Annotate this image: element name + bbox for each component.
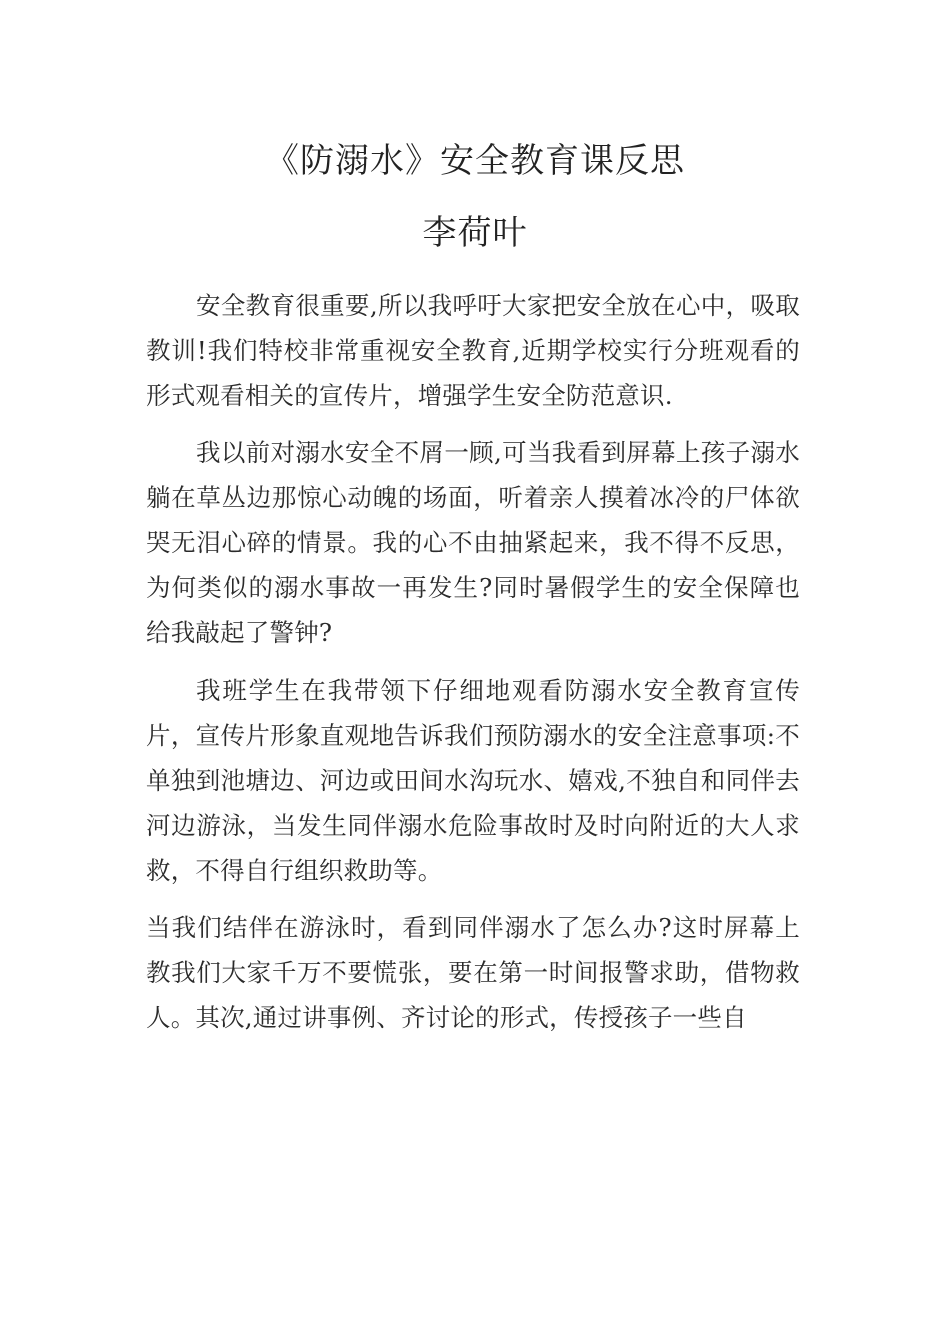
paragraph-3: 我班学生在我带领下仔细地观看防溺水安全教育宣传片，宣传片形象直观地告诉我们预防溺水的安全注意事项:不单独到池塘边、河边或田间水沟玩水、嬉戏,不独自和同伴去河边游泳，当发生同伴溺水危险事故时及时向附近的大人求救，不得自行组织救助等。 — [146, 676, 800, 885]
paragraph-1: 安全教育很重要,所以我呼吁大家把安全放在心中，吸取教训!我们特校非常重视安全教育,近期学校实行分班观看的形式观看相关的宣传片，增强学生安全防范意识. — [146, 291, 800, 410]
paragraph-2: 我以前对溺水安全不屑一顾,可当我看到屏幕上孩子溺水躺在草丛边那惊心动魄的场面，听着亲人摸着冰冷的尸体欲哭无泪心碎的情景。我的心不由抽紧起来，我不得不反思，为何类似的溺水事故一再发生?同时暑假学生的安全保障也给我敲起了警钟? — [146, 438, 800, 647]
author-name: 李荷叶 — [422, 213, 528, 253]
paragraph-4: 当我们结伴在游泳时，看到同伴溺水了怎么办?这时屏幕上教我们大家千万不要慌张，要在第一时间报警求助，借物救人。其次,通过讲事例、齐讨论的形式，传授孩子一些自 — [146, 913, 800, 1032]
document-title: 《防溺水》安全教育课反思 — [265, 141, 685, 181]
document-body — [146, 283, 800, 1040]
